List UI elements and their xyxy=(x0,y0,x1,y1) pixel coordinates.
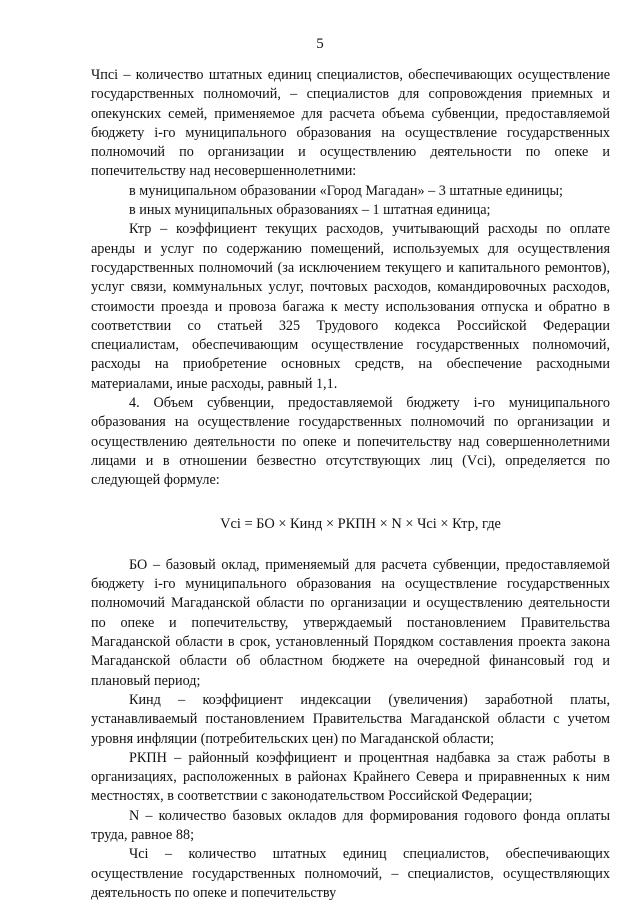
document-body xyxy=(91,66,610,903)
paragraph-n-definition: N – количество базовых окладов для формирования годового фонда оплаты труда, равное 88; xyxy=(91,807,610,843)
paragraph-magadan-units: в муниципальном образовании «Город Магадан» – 3 штатные единицы; xyxy=(129,182,563,199)
formula-vci: Vсі = БО × Кинд × РКПН × N × Чсі × Ктр, где xyxy=(220,515,501,532)
paragraph-rkpn-definition: РКПН – районный коэффициент и процентная надбавка за стаж работы в организациях, расположенных в районах Крайнего Севера и приравненных к ним местностях, в соответствии с законодательством Российской Федерации; xyxy=(91,749,610,805)
paragraph-chci-definition: Чсі – количество штатных единиц специалистов, обеспечивающих осуществление государственных полномочий, – специалистов, осуществляющих деятельность по опеке и попечительству xyxy=(91,846,610,901)
paragraph-bo-definition: БО – базовый оклад, применяемый для расчета субвенции, предоставляемой бюджету і-го муниципального образования на осуществление государственных полномочий Магаданской области по организации и осуществлению деятельности по опеке и попечительству, утверждаемый постановлением Правительства Магаданской области в срок, установленный Порядком составления проекта закона Магаданской области об областном бюджете на очередной финансовый год и плановый период; xyxy=(91,556,610,689)
paragraph-other-units: в иных муниципальных образованиях – 1 штатная единица; xyxy=(129,202,491,219)
paragraph-kind-definition: Кинд – коэффициент индексации (увеличения) заработной платы, устанавливаемый постановлением Правительства Магаданской области с учетом уровня инфляции (потребительских цен) по Магаданской области; xyxy=(91,691,610,747)
paragraph-chpsi-definition: Чпсі – количество штатных единиц специалистов, обеспечивающих осуществление государственных полномочий, – специалистов для сопровождения приемных и опекунских семей, применяемое для расчета объема субвенции, предоставляемой бюджету і-го муниципального образования на осуществление государственных полномочий по организации и осуществлению деятельности по опеке и попечительству над несовершеннолетними: xyxy=(91,67,610,180)
paragraph-section-4: 4. Объем субвенции, предоставляемой бюджету і-го муниципального образования на осуществление государственных полномочий по организации и осуществлению деятельности по опеке и попечительству над совершеннолетними лицами и в отношении безвестно отсутствующих лиц (Vсі), определяется по следующей формуле: xyxy=(91,395,610,489)
page-number: 5 xyxy=(316,36,324,52)
paragraph-ktr-definition: Ктр – коэффициент текущих расходов, учитывающий расходы по оплате аренды и услуг по содержанию помещений, используемых для осуществления государственных полномочий (за исключением текущего и капитального ремонтов), услуг связи, коммунальных услуг, почтовых расходов, командировочных расходов, стоимости проезда и провоза багажа к месту использования отпуска и обратно в соответствии со статьей 325 Трудового кодекса Российской Федерации специалистам, обеспечивающим осуществление государственных полномочий, расходы на приобретение основных средств, на обеспечение расходными материалами, иные расходы, равный 1,1. xyxy=(91,221,610,392)
